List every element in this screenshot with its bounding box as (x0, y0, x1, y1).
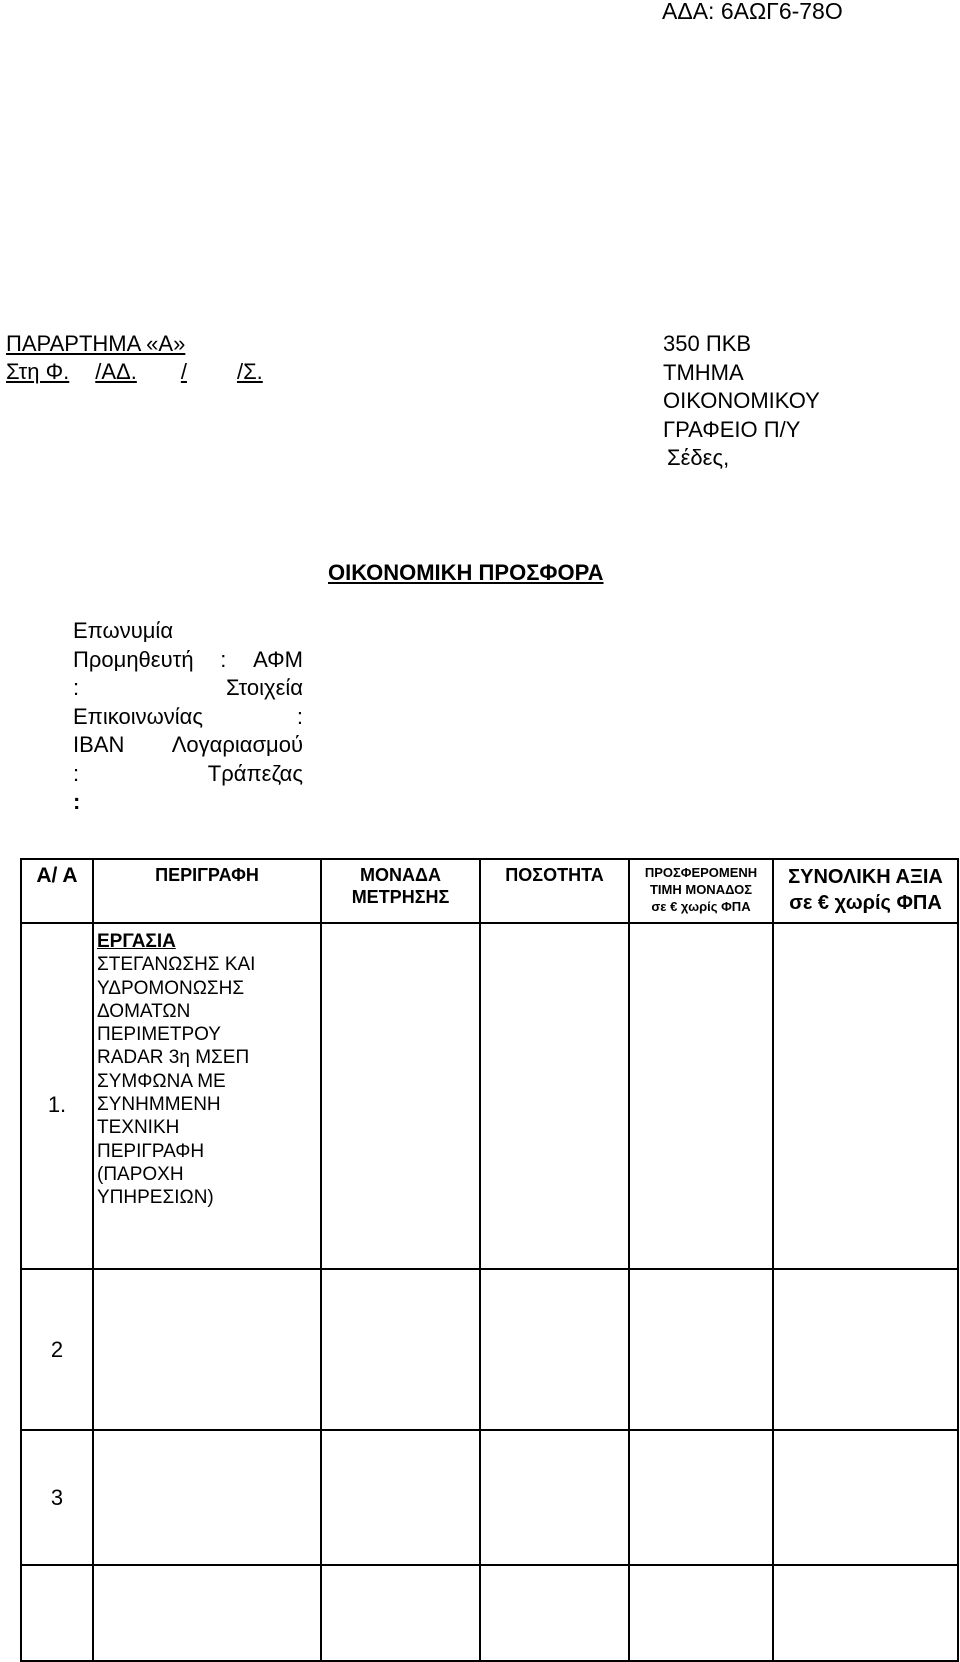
recipient-line: ΤΜΗΜΑ (663, 359, 744, 385)
file-reference: Στη Φ. /ΑΔ. / /Σ. (6, 359, 263, 384)
table-row (21, 1430, 958, 1565)
row-unit-price (629, 923, 773, 1269)
row-number (21, 1565, 93, 1661)
row-unit-price (629, 1430, 773, 1565)
row-quantity (480, 1565, 629, 1661)
table-row (21, 1269, 958, 1430)
row-quantity (480, 923, 629, 1269)
row-total (773, 1269, 958, 1430)
table-header-row (21, 859, 958, 923)
row-description (93, 1430, 321, 1565)
annex-reference (6, 330, 368, 386)
row-total (773, 923, 958, 1269)
supplier-field-label: Τράπεζας (207, 760, 303, 786)
row-quantity (480, 1430, 629, 1565)
row-number: 1. (21, 923, 93, 1269)
supplier-field-colon: : (73, 760, 80, 786)
row-total (773, 1430, 958, 1565)
header-unit: ΜΟΝΑΔΑ ΜΕΤΡΗΣΗΣ (321, 859, 480, 923)
header-quantity: ΠΟΣΟΤΗΤΑ (480, 859, 629, 923)
supplier-field-label: Προμηθευτή (73, 646, 194, 672)
table-row (21, 923, 958, 1269)
row-unit-price (629, 1269, 773, 1430)
recipient-line: ΓΡΑΦΕΙΟ Π/Υ (663, 416, 801, 442)
supplier-field-colon: : (73, 675, 80, 700)
supplier-details (73, 617, 303, 817)
offer-table (20, 858, 959, 1662)
row-unit (321, 923, 480, 1269)
table-row (21, 1565, 958, 1661)
annex-title: ΠΑΡΑΡΤΗΜΑ «Α» (6, 331, 186, 356)
supplier-field-colon: : (296, 703, 303, 729)
recipient-line: ΟΙΚΟΝΟΜΙΚΟΥ (663, 388, 820, 413)
supplier-field-label: IBAN (73, 732, 125, 757)
supplier-field-label: Στοιχεία (225, 675, 303, 700)
row-total (773, 1565, 958, 1661)
supplier-field-label: ΑΦΜ (253, 646, 303, 672)
ada-code: ΑΔΑ: 6ΑΩΓ6-78Ο (662, 0, 843, 24)
supplier-field-colon: : (220, 646, 227, 672)
header-total-value: ΣΥΝΟΛΙΚΗ ΑΞΙΑ σε € χωρίς ΦΠΑ (773, 859, 958, 923)
header-description: ΠΕΡΙΓΡΑΦΗ (93, 859, 321, 923)
row-quantity (480, 1269, 629, 1430)
row-unit-price (629, 1565, 773, 1661)
header-aa: Α/ Α (21, 859, 93, 923)
supplier-field-label: Επικοινωνίας (73, 703, 203, 729)
recipient-line: 350 ΠΚΒ (663, 331, 752, 356)
row-unit (321, 1565, 480, 1661)
document-title: ΟΙΚΟΝΟΜΙΚΗ ΠΡΟΣΦΟΡΑ (328, 560, 604, 585)
recipient-block (663, 330, 820, 473)
row-number: 3 (21, 1430, 93, 1565)
row-number: 2 (21, 1269, 93, 1430)
supplier-field-colon: : (73, 789, 81, 814)
recipient-line: Σέδες, (667, 445, 730, 470)
row-description (93, 1565, 321, 1661)
row-description: ΕΡΓΑΣΙΑ ΣΤΕΓΑΝΩΣΗΣ ΚΑΙ ΥΔΡΟΜΟΝΩΣΗΣ ΔΟΜΑΤΩΝ ΠΕΡΙΜΕΤΡΟΥ RADAR 3η ΜΣΕΠ ΣΥΜΦΩΝΑ ΜΕ ΣΥΝΗΜΜΕΝΗ ΤΕΧΝΙΚΗ ΠΕΡΙΓΡΑΦΗ (ΠΑΡΟΧΗ ΥΠΗΡΕΣΙΩΝ) (93, 923, 321, 1269)
supplier-field-label: Λογαριασμού (171, 732, 303, 757)
header-unit-price: ΠΡΟΣΦΕΡΟΜΕΝΗ ΤΙΜΗ ΜΟΝΑΔΟΣ σε € χωρίς ΦΠΑ (629, 859, 773, 923)
row-unit (321, 1269, 480, 1430)
supplier-field-label: Επωνυμία (73, 618, 174, 643)
row-description (93, 1269, 321, 1430)
row-unit (321, 1430, 480, 1565)
